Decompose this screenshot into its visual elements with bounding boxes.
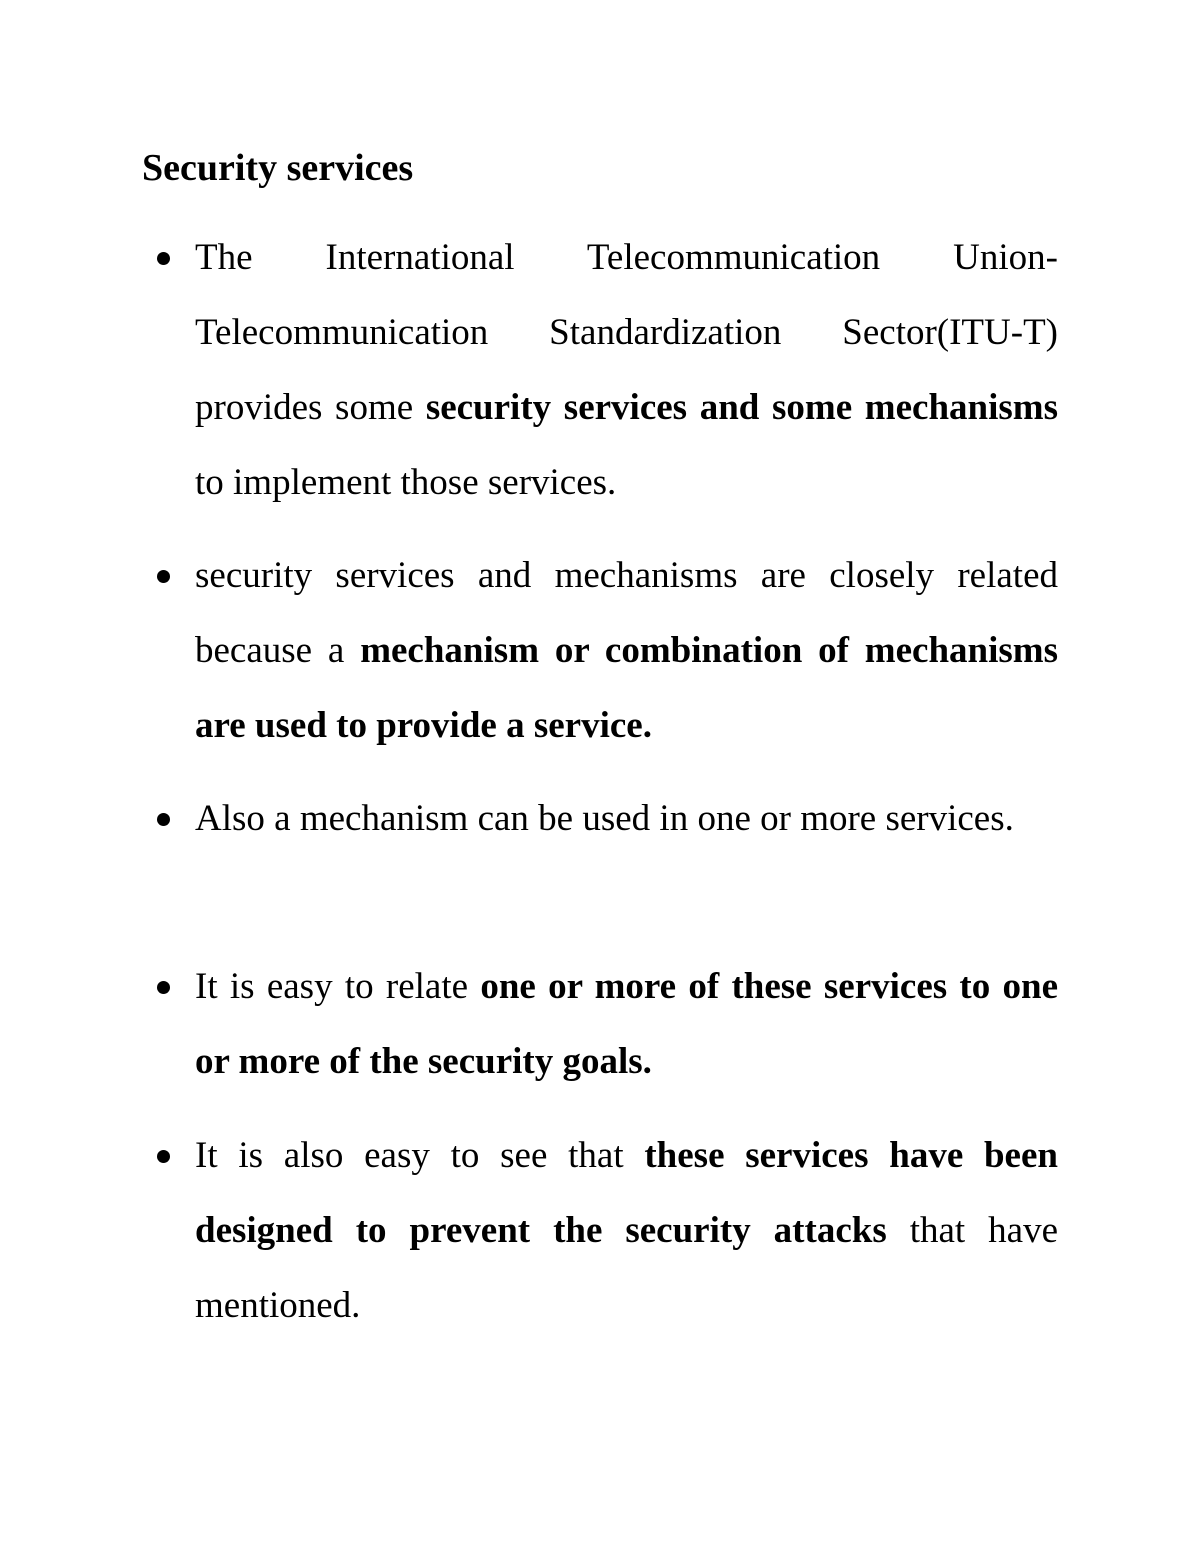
list-item — [195, 949, 1058, 1099]
text-run: The International Telecommunication Union-Telecommunication Standardization Sector(ITU-T) provides some — [195, 237, 1058, 428]
bullet-icon — [157, 1150, 170, 1163]
bullet-icon — [157, 813, 170, 826]
text-run: that have mentioned. — [195, 1210, 1058, 1326]
bold-text-run: security services and some mechanisms — [425, 387, 1058, 428]
page-title: Security services — [142, 147, 414, 189]
text-run: Also a mechanism can be used in one or more services. — [195, 798, 1014, 839]
text-run: It is easy to relate — [195, 966, 481, 1007]
text-run: to implement those services. — [195, 462, 617, 503]
bullet-icon — [157, 981, 170, 994]
list-item — [195, 220, 1058, 520]
bullet-icon — [157, 252, 170, 265]
bullet-icon — [157, 570, 170, 583]
list-item — [195, 538, 1058, 763]
list-item-text — [195, 1118, 1058, 1343]
list-item-text — [195, 538, 1058, 763]
list-item-text — [195, 220, 1058, 520]
text-run: It is also easy to see that — [195, 1135, 645, 1176]
bold-text-run: these services have been designed to prevent the security attacks — [195, 1135, 1058, 1251]
list-item — [195, 781, 1058, 856]
bold-text-run: mechanism or combination of mechanisms are used to provide a service. — [195, 630, 1058, 746]
text-run: security services and mechanisms are closely related because a — [195, 555, 1058, 671]
list-item-text — [195, 781, 1058, 856]
list-item-text — [195, 949, 1058, 1099]
bold-text-run: one or more of these services to one or more of the security goals. — [195, 966, 1059, 1082]
list-item — [195, 1118, 1058, 1343]
